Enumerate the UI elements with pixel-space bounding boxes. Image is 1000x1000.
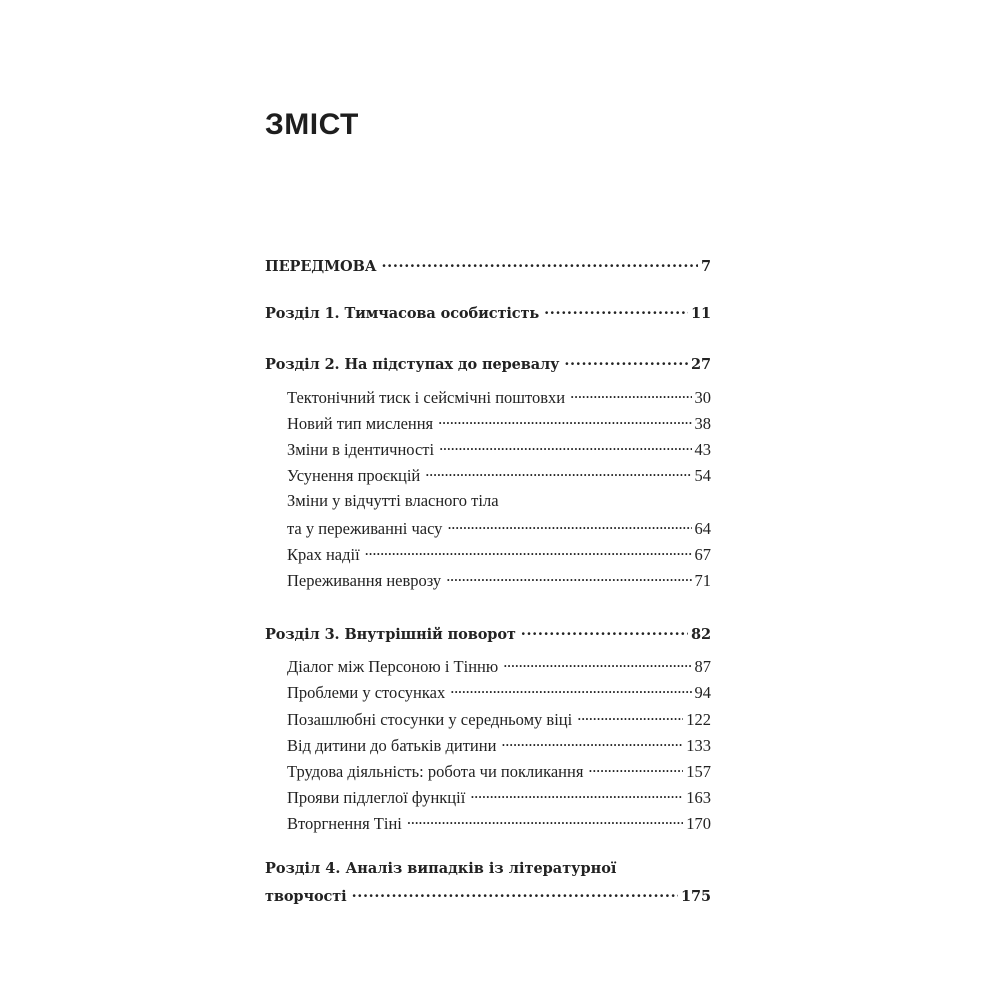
toc-entry-section[interactable] [287, 708, 711, 730]
toc-entry-title: Прояви підлеглої функції [287, 787, 466, 807]
dot-leader [447, 517, 691, 534]
toc-entry-section[interactable] [287, 812, 711, 834]
dot-leader [544, 303, 688, 318]
toc-entry-page: 27 [691, 355, 711, 373]
page-title: ЗМІСТ [265, 108, 359, 141]
toc-entry-section[interactable] [287, 681, 711, 703]
toc-entry-page: 43 [694, 439, 711, 459]
toc-entry-page: 30 [694, 387, 711, 407]
toc-entry-title: Проблеми у стосунках [287, 682, 446, 702]
toc-entry-page: 163 [686, 787, 711, 807]
toc-entry-title: Від дитини до батьків дитини [287, 735, 497, 755]
dot-leader [425, 464, 691, 481]
dot-leader [588, 760, 683, 777]
toc-entry-title: та у переживанні часу [287, 518, 443, 538]
toc-entry-title: Крах надії [287, 544, 360, 564]
toc-entry-title: Переживання неврозу [287, 570, 442, 590]
dot-leader [438, 412, 691, 429]
toc-entry-section[interactable] [287, 734, 711, 756]
dot-leader [501, 734, 683, 751]
toc-entry-section[interactable] [287, 517, 711, 539]
toc-entry-page: 38 [694, 413, 711, 433]
toc-entry-title: Діалог між Персоною і Тінню [287, 656, 499, 676]
toc-entry-page: 94 [694, 682, 711, 702]
dot-leader [381, 256, 698, 271]
dot-leader [407, 812, 683, 829]
dot-leader [521, 624, 688, 639]
toc-entry-title: Тектонічний тиск і сейсмічні поштовхи [287, 387, 566, 407]
toc-entry-section[interactable] [287, 412, 711, 434]
toc-entry-page: 122 [686, 709, 711, 729]
toc-entry-title: Розділ 3. Внутрішній поворот [265, 625, 516, 643]
toc-entry-page: 67 [694, 544, 711, 564]
toc-entry-section[interactable] [287, 760, 711, 782]
toc-entry-chapter-1[interactable] [265, 303, 711, 322]
toc-entry-page: 11 [691, 304, 711, 322]
toc-entry-page: 54 [694, 465, 711, 485]
toc-entry-title: Новий тип мислення [287, 413, 434, 433]
toc-entry-title: Трудова діяльність: робота чи покликання [287, 761, 584, 781]
dot-leader [564, 354, 688, 369]
toc-entry-title: творчості [265, 887, 347, 905]
toc-entry-chapter-2[interactable] [265, 354, 711, 373]
toc-entry-page: 175 [681, 887, 711, 905]
toc-entry-title: Позашлюбні стосунки у середньому віці [287, 709, 573, 729]
toc-entry-section[interactable] [287, 386, 711, 408]
toc-entry-section[interactable] [287, 543, 711, 565]
toc-entry-page: 64 [694, 518, 711, 538]
toc-entry-title-line-1: Розділ 4. Аналіз випадків із літературної [265, 860, 617, 877]
dot-leader [450, 681, 691, 698]
toc-entry-page: 71 [694, 570, 711, 590]
dot-leader [503, 655, 691, 672]
toc-entry-title: Усунення проєкцій [287, 465, 421, 485]
toc-entry-preface[interactable] [265, 256, 711, 275]
dot-leader [352, 886, 678, 901]
toc-entry-title: Розділ 2. На підступах до перевалу [265, 355, 560, 373]
toc-entry-title-line-1: Зміни у відчутті власного тіла [287, 491, 499, 510]
toc-entry-section[interactable] [287, 569, 711, 591]
toc-entry-section[interactable] [287, 438, 711, 460]
toc-entry-title: ПЕРЕДМОВА [265, 257, 377, 275]
toc-entry-section[interactable] [287, 786, 711, 808]
toc-entry-page: 133 [686, 735, 711, 755]
dot-leader [577, 708, 683, 725]
dot-leader [470, 786, 683, 803]
toc-entry-page: 157 [686, 761, 711, 781]
dot-leader [365, 543, 692, 560]
toc-entry-section[interactable] [287, 655, 711, 677]
toc-entry-page: 82 [691, 625, 711, 643]
toc-entry-page: 87 [694, 656, 711, 676]
dot-leader [570, 386, 691, 403]
toc-entry-page: 170 [686, 813, 711, 833]
dot-leader [446, 569, 691, 586]
toc-entry-section[interactable] [287, 464, 711, 486]
dot-leader [439, 438, 691, 455]
toc-entry-title: Зміни в ідентичності [287, 439, 435, 459]
toc-entry-page: 7 [701, 257, 711, 275]
toc-entry-chapter-4[interactable] [265, 886, 711, 905]
toc-entry-title: Розділ 1. Тимчасова особистість [265, 304, 540, 322]
toc-entry-title: Вторгнення Тіні [287, 813, 402, 833]
toc-entry-chapter-3[interactable] [265, 624, 711, 643]
